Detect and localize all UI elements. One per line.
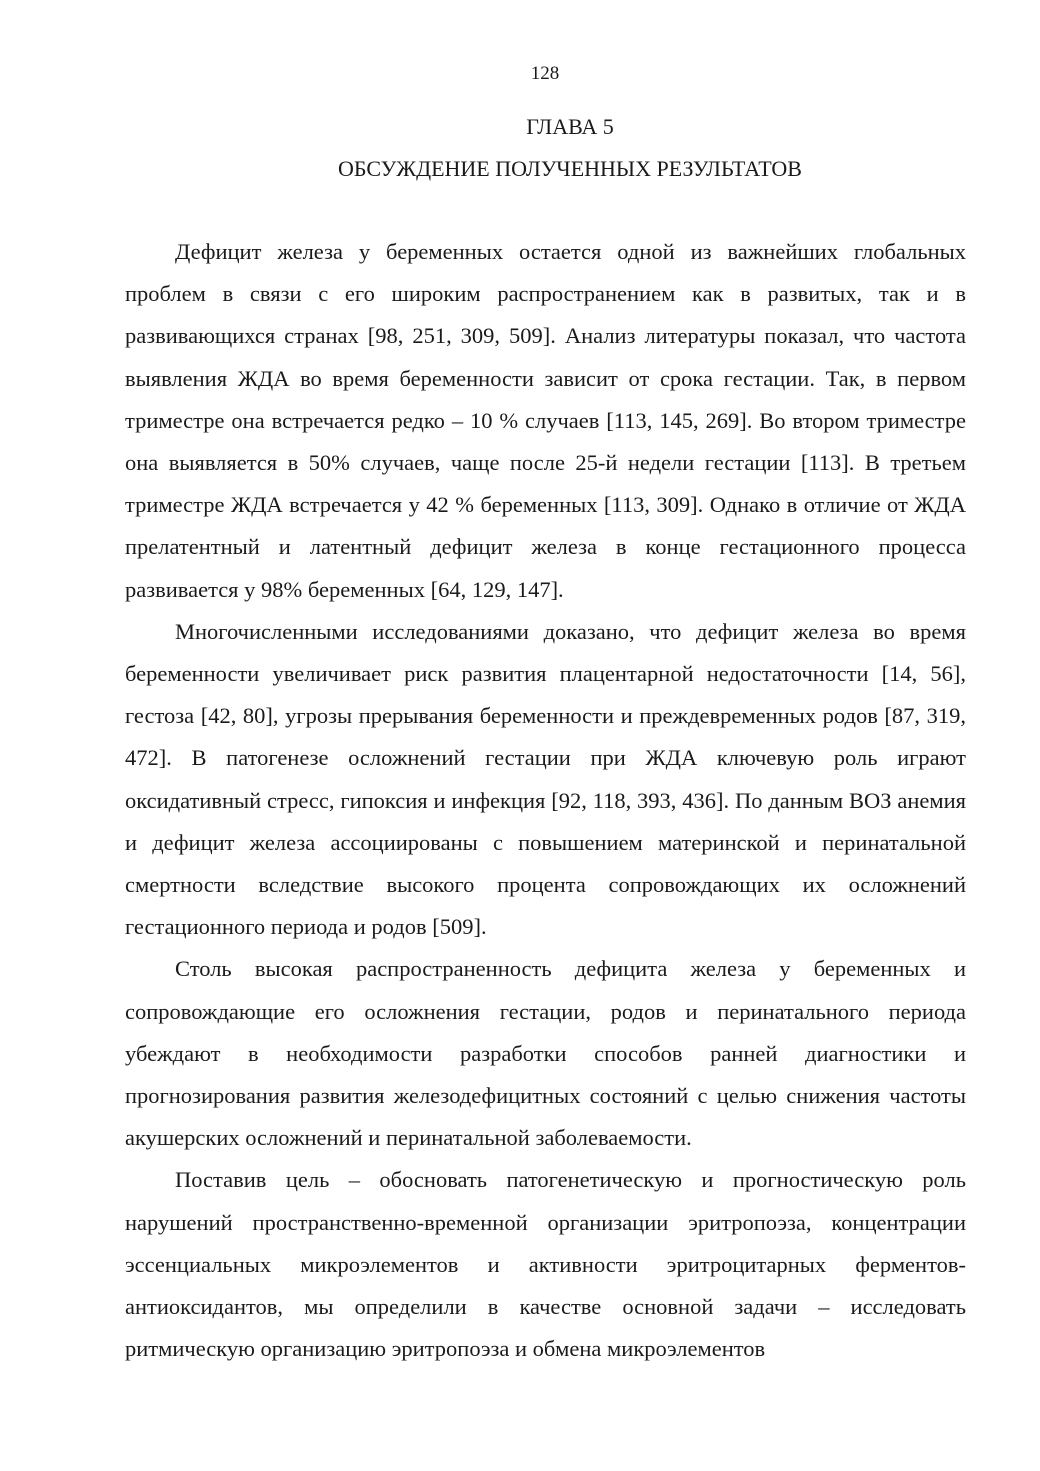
- body-text: [125, 231, 966, 1370]
- chapter-title: ОБСУЖДЕНИЕ ПОЛУЧЕННЫХ РЕЗУЛЬТАТОВ: [338, 156, 802, 181]
- paragraph-2: Многочисленными исследованиями доказано, что дефицит железа во время беременности увеличивает риск развития плацентарной недостаточности [14, 56], гестоза [42, 80], угрозы прерывания беременности и преждевременных родов [87, 319, 472]. В патогенезе осложнений гестации при ЖДА ключевую роль играют оксидативный стресс, гипоксия и инфекция [92, 118, 393, 436]. По данным ВОЗ анемия и дефицит железа ассоциированы с повышением материнской и перинатальной смертности вследствие высокого процента сопровождающих их осложнений гестационного периода и родов [509].: [125, 618, 966, 940]
- chapter-label: ГЛАВА 5: [526, 114, 614, 139]
- page-number: 128: [530, 63, 560, 84]
- paragraph-3: Столь высокая распространенность дефицита железа у беременных и сопровождающие его осложнения гестации, родов и перинатального периода убеждают в необходимости разработки способов ранней диагностики и прогнозирования развития железодефицитных состояний с целью снижения частоты акушерских осложнений и перинатальной заболеваемости.: [125, 956, 966, 1151]
- paragraph-1: Дефицит железа у беременных остается одной из важнейших глобальных проблем в связи с его широким распространением как в развитых, так и в развивающихся странах [98, 251, 309, 509]. Анализ литературы показал, что частота выявления ЖДА во время беременности зависит от срока гестации. Так, в первом триместре она встречается редко – 10 % случаев [113, 145, 269]. Во втором триместре она выявляется в 50% случаев, чаще после 25-й недели гестации [113]. В третьем триместре ЖДА встречается у 42 % беременных [113, 309]. Однако в отличие от ЖДА прелатентный и латентный дефицит железа в конце гестационного процесса развивается у 98% беременных [64, 129, 147].: [125, 239, 966, 602]
- paragraph-4: Поставив цель – обосновать патогенетическую и прогностическую роль нарушений пространственно-временной организации эритропоэза, концентрации эссенциальных микроэлементов и активности эритроцитарных ферментов-антиоксидантов, мы определили в качестве основной задачи – исследовать ритмическую организацию эритропоэза и обмена микроэлементов: [125, 1167, 966, 1362]
